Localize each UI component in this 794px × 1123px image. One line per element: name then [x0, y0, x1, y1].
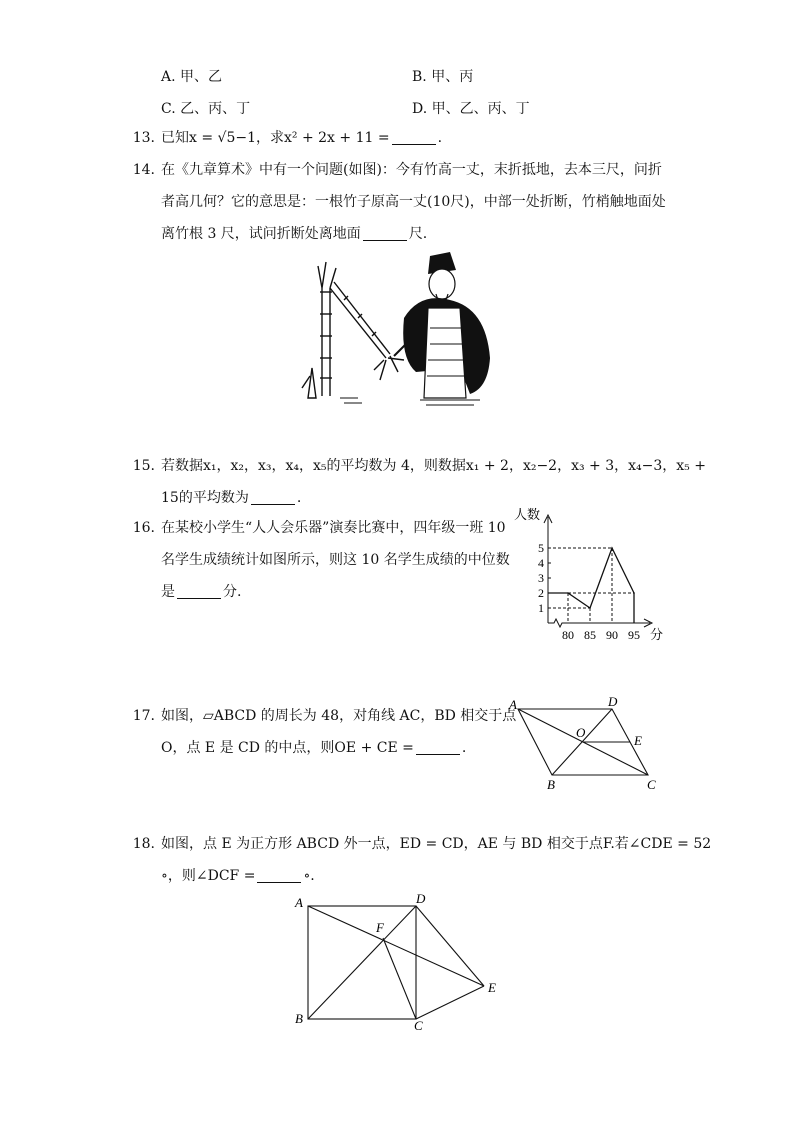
q18-line-1: 如图，点 E 为正方形 ABCD 外一点，ED = CD，AE 与 BD 相交于点F.若∠CDE = 52 — [161, 836, 712, 852]
q14-tail: 尺. — [408, 226, 428, 242]
q16-line-1: 在某校小学生“人人会乐器”演奏比赛中，四年级一班 10 — [161, 520, 506, 536]
q18-tail: ∘. — [303, 868, 315, 884]
x-tick-label: 80 — [562, 628, 574, 642]
q14-stem: 离竹根 3 尺，试问折断处离地面 — [161, 226, 361, 242]
option-d: D. 甲、乙、丙、丁 — [412, 101, 530, 117]
y-tick-label: 2 — [538, 586, 544, 600]
label-c: C — [647, 777, 656, 792]
answer-blank — [392, 130, 436, 145]
segment-de — [416, 906, 484, 986]
y-tick-label: 1 — [538, 601, 544, 615]
data-point — [633, 592, 635, 594]
q14-line-3 — [161, 224, 427, 244]
series-line — [548, 548, 634, 623]
q16-number: 16. — [132, 520, 155, 536]
y-tick-label: 4 — [538, 556, 544, 570]
label-o: O — [576, 725, 586, 740]
label-a: A — [509, 697, 517, 712]
label-e: E — [634, 733, 642, 748]
data-point — [589, 607, 591, 609]
option-a: A. 甲、乙 — [161, 69, 223, 85]
q13-tail: . — [437, 130, 443, 146]
data-point — [611, 547, 613, 549]
q16-line-2: 名学生成绩统计如图所示，则这 10 名学生成绩的中位数 — [161, 552, 510, 568]
ground-hatching — [340, 398, 480, 405]
q13-number: 13. — [132, 130, 155, 146]
scholar-figure — [394, 252, 490, 398]
x-axis-label: 分 — [650, 627, 664, 642]
segment-cf — [383, 938, 416, 1019]
option-c: C. 乙、丙、丁 — [161, 101, 251, 117]
segment-ae — [308, 906, 484, 986]
label-d: D — [416, 891, 426, 906]
q18-number: 18. — [132, 836, 155, 852]
parallelogram-diagram — [500, 695, 670, 795]
q16-stem: 是 — [161, 584, 175, 600]
q18-line-2 — [161, 866, 315, 886]
y-axis-label: 人数 — [514, 507, 541, 522]
answer-blank — [416, 740, 460, 755]
y-tick-label: 3 — [538, 571, 544, 585]
answer-blank — [177, 584, 221, 599]
label-f: F — [376, 920, 384, 935]
label-e: E — [488, 980, 496, 995]
q13-stem: 已知x = √5−1，求x² + 2x + 11 = — [161, 130, 390, 146]
q13-text — [161, 128, 442, 148]
q15-line-2 — [161, 488, 301, 508]
x-axis — [548, 619, 650, 627]
data-point — [567, 592, 569, 594]
q16-tail: 分. — [223, 584, 242, 600]
diagonal-bd — [308, 906, 416, 1019]
option-b: B. 甲、丙 — [412, 69, 474, 85]
q15-number: 15. — [132, 458, 155, 474]
answer-blank — [257, 868, 301, 883]
label-a: A — [295, 895, 303, 910]
q14-line-1: 在《九章算术》中有一个问题(如图)：今有竹高一丈，末折抵地，去本三尺，问折 — [161, 162, 662, 178]
answer-blank — [251, 490, 295, 505]
q17-tail: . — [461, 740, 467, 756]
label-c: C — [414, 1018, 423, 1033]
x-tick-label: 95 — [628, 628, 640, 642]
bamboo-scholar-illustration — [300, 248, 495, 408]
y-tick-label: 5 — [538, 541, 544, 555]
label-b: B — [295, 1011, 303, 1026]
label-b: B — [547, 777, 555, 792]
q17-line-2 — [161, 738, 466, 758]
q17-line-1: 如图，▱ABCD 的周长为 48，对角线 AC，BD 相交于点 — [161, 708, 517, 724]
answer-blank — [363, 226, 407, 241]
label-d: D — [608, 695, 618, 709]
q18-stem: ∘，则∠DCF = — [161, 868, 256, 884]
q17-stem: O，点 E 是 CD 的中点，则OE + CE = — [161, 740, 414, 756]
q15-tail: . — [296, 490, 302, 506]
q14-number: 14. — [132, 162, 155, 178]
q16-line-3 — [161, 582, 241, 602]
segment-ce — [416, 986, 484, 1019]
bamboo-stalk — [302, 262, 404, 398]
score-line-chart — [510, 505, 670, 645]
q15-stem: 15的平均数为 — [161, 490, 249, 506]
q17-number: 17. — [132, 708, 155, 724]
q14-line-2: 者高几何？它的意思是：一根竹子原高一丈(10尺)，中部一处折断，竹梢触地面处 — [161, 194, 666, 210]
x-tick-label: 85 — [584, 628, 596, 642]
x-tick-label: 90 — [606, 628, 618, 642]
q15-line-1: 若数据x₁，x₂，x₃，x₄，x₅的平均数为 4，则数据x₁ + 2，x₂−2，x₃ + 3，x₄−3，x₅ + — [161, 458, 706, 474]
square-diagram — [290, 890, 510, 1035]
